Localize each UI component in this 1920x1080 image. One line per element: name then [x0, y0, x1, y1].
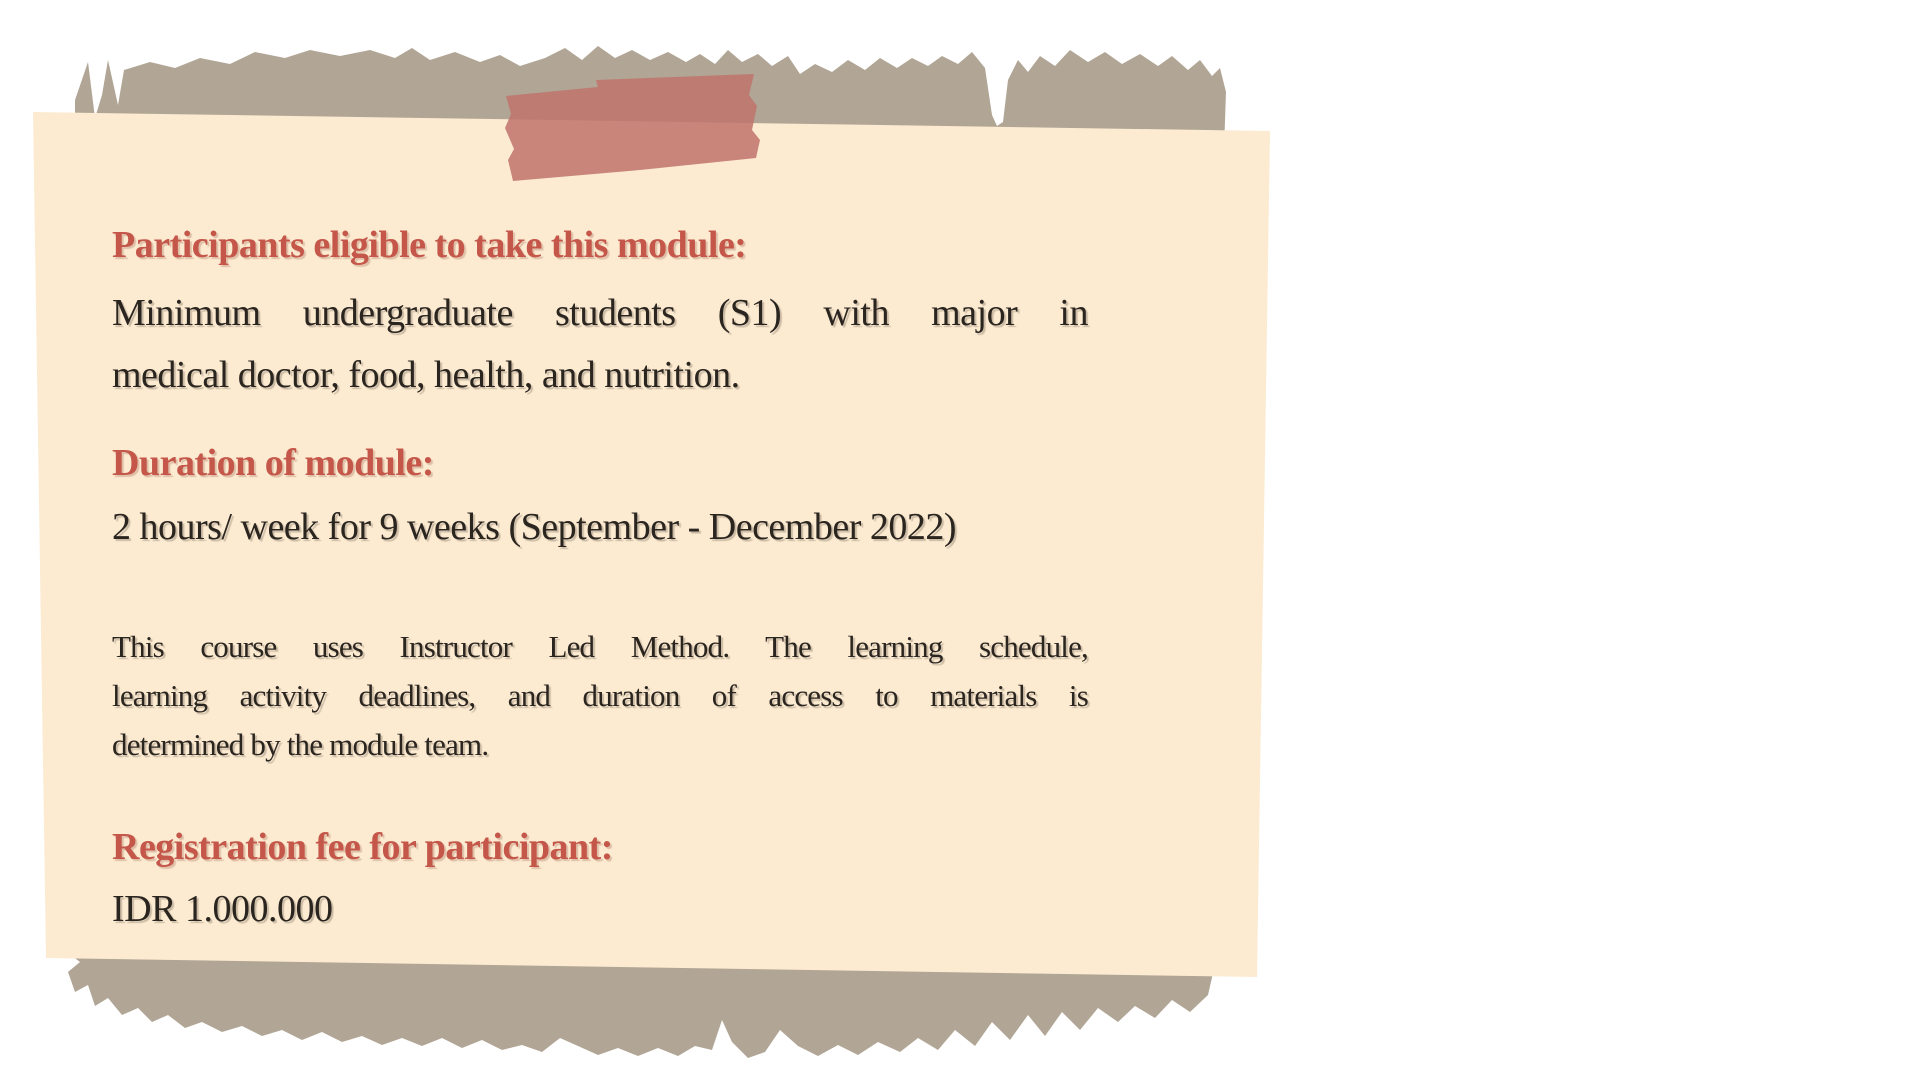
- method-line-1: This course uses Instructor Led Method. The learning schedule,: [112, 629, 1088, 664]
- duration-body: [112, 496, 1088, 558]
- participants-body-line-1: Minimum undergraduate students (S1) with major in: [112, 292, 1088, 334]
- duration-body-line-1: 2 hours/ week for 9 weeks (September - December 2022): [112, 506, 957, 548]
- method-line-2: learning activity deadlines, and duration of access to materials is: [112, 678, 1088, 713]
- flyer-content: [112, 0, 1088, 1080]
- participants-body: [112, 282, 1088, 406]
- fee-heading: Registration fee for participant:: [112, 826, 613, 868]
- fee-body: [112, 878, 1088, 940]
- participants-body-line-2: medical doctor, food, health, and nutrition.: [112, 354, 740, 396]
- fee-body-line-1: IDR 1.000.000: [112, 888, 333, 930]
- duration-heading: Duration of module:: [112, 442, 434, 484]
- participants-heading: Participants eligible to take this module:: [112, 224, 747, 266]
- method-paragraph: [112, 622, 1088, 769]
- method-line-3: determined by the module team.: [112, 727, 489, 762]
